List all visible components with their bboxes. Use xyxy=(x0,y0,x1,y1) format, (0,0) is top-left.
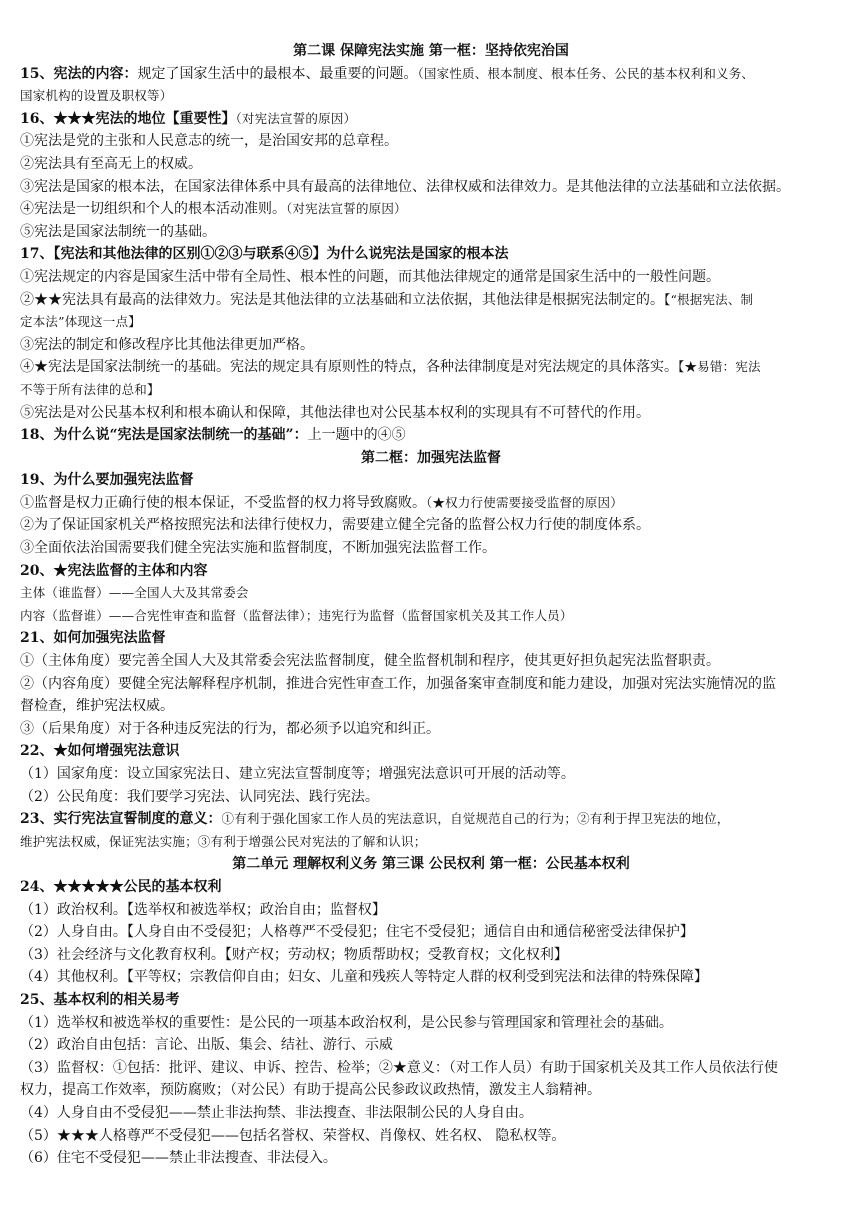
body-text: （4）其他权利。【平等权；宗教信仰自由；妇女、儿童和残疾人等特定人群的权利受到宪法和法律的特殊保障】 xyxy=(20,969,708,986)
note-text: （对宪法宣誓的原因） xyxy=(286,201,407,217)
text-line xyxy=(20,718,842,741)
text-line xyxy=(20,424,842,447)
text-line xyxy=(20,966,842,989)
text-line xyxy=(20,786,842,809)
bold-text: 第二课 保障宪法实施 第一框：坚持依宪治国 xyxy=(293,43,569,59)
body-text: 权力，提高工作效率，预防腐败；（对公民）有助于提高公民参政议政热情，激发主人翁精神。 xyxy=(20,1082,601,1099)
text-line xyxy=(20,944,842,967)
text-line xyxy=(20,989,842,1012)
bold-text: 第二单元 理解权利义务 第三课 公民权利 第一框：公民基本权利 xyxy=(232,856,630,873)
body-text: ④宪法是一切组织和个人的根本活动准则。 xyxy=(20,201,286,218)
note-text: 定本法”体现这一点】 xyxy=(20,314,141,330)
body-text: ③（后果角度）对于各种违反宪法的行为，都必须予以追究和纠正。 xyxy=(20,720,440,737)
note-text: 不等于所有法律的总和】 xyxy=(20,381,160,397)
body-text: ⑤宪法是国家法制统一的基础。 xyxy=(20,223,216,240)
text-line xyxy=(20,831,842,854)
bold-text: 19、为什么要加强宪法监督 xyxy=(20,472,194,489)
bold-text: 21、如何加强宪法监督 xyxy=(20,630,166,647)
text-line xyxy=(20,266,842,289)
text-line xyxy=(20,1147,842,1170)
text-line xyxy=(20,808,842,831)
body-text: （4）人身自由不受侵犯——禁止非法拘禁、非法搜查、非法限制公民的人身自由。 xyxy=(20,1104,533,1121)
text-line xyxy=(20,379,842,402)
body-text: 上一题中的④⑤ xyxy=(307,427,406,444)
text-line xyxy=(20,627,842,650)
text-line xyxy=(20,1012,842,1035)
body-text: （2）公民角度：我们要学习宪法、认同宪法、践行宪法。 xyxy=(20,788,379,805)
text-line xyxy=(20,198,842,221)
body-text: ②为了保证国家机关严格按照宪法和法律行使权力，需要建立健全完备的监督公权力行使的制度体系。 xyxy=(20,517,650,534)
text-line xyxy=(20,1079,842,1102)
text-line xyxy=(20,560,842,583)
bold-text: 第二框：加强宪法监督 xyxy=(361,449,501,466)
bold-text: 17、【宪法和其他法律的区别①②③与联系④⑤】为什么说宪法是国家的根本法 xyxy=(20,246,509,263)
body-text: （3）监督权：①包括：批评、建议、申诉、控告、检举；②★意义：（对工作人员）有助于国家机关及其工作人员依法行使 xyxy=(20,1059,778,1076)
text-line xyxy=(20,311,842,334)
note-text: 维护宪法权威，保证宪法实施；③有利于增强公民对宪法的了解和认识； xyxy=(20,833,427,849)
body-text: （6）住宅不受侵犯——禁止非法搜查、非法侵入。 xyxy=(20,1150,337,1167)
text-line xyxy=(20,153,842,176)
body-text: ②（内容角度）要健全宪法解释程序机制，推进合宪性审查工作，加强备案审查制度和能力建设，加强对宪法实施情况的监 xyxy=(20,675,776,692)
bold-text: 16、★★★宪法的地位【重要性】 xyxy=(20,110,236,127)
body-text: （1）国家角度：设立国家宪法日、建立宪法宣誓制度等；增强宪法意识可开展的活动等。 xyxy=(20,766,575,782)
text-line xyxy=(20,289,842,312)
text-line xyxy=(20,1125,842,1148)
body-text: （3）社会经济与文化教育权利。【财产权；劳动权；物质帮助权；受教育权；文化权利】 xyxy=(20,946,568,963)
body-text: ①监督是权力正确行使的根本保证，不受监督的权力将导致腐败。 xyxy=(20,494,426,511)
note-text: 主体（谁监督）——全国人大及其常委会 xyxy=(20,585,249,601)
body-text: ①宪法是党的主张和人民意志的统一，是治国安邦的总章程。 xyxy=(20,133,398,150)
bold-text: 18、为什么说“宪法是国家法制统一的基础”： xyxy=(20,427,308,444)
text-line xyxy=(20,740,842,763)
text-line xyxy=(20,695,842,718)
note-text: ①有利于强化国家工作人员的宪法意识，自觉规范自己的行为；②有利于捍卫宪法的地位， xyxy=(221,811,730,827)
note-text: （国家性质、根本制度、根本任务、公民的基本权利和义务、 xyxy=(417,65,755,81)
body-text: （2）政治自由包括：言论、出版、集会、结社、游行、示威 xyxy=(20,1037,393,1054)
note-text: 国家机构的设置及职权等） xyxy=(20,88,173,104)
body-text: ③全面依法治国需要我们健全宪法实施和监督制度，不断加强宪法监督工作。 xyxy=(20,540,496,557)
text-line xyxy=(20,763,842,786)
body-text: ③宪法是国家的根本法，在国家法律体系中具有最高的法律地位、法律权威和法律效力。是其他法律的立法基础和立法依据。 xyxy=(20,178,790,195)
body-text: ①（主体角度）要完善全国人大及其常委会宪法监督制度，健全监督机制和程序，使其更好担负起宪法监督职责。 xyxy=(20,653,720,670)
text-line xyxy=(20,63,842,86)
text-line xyxy=(20,537,842,560)
note-text: （对宪法宣誓的原因） xyxy=(235,110,357,126)
body-text: ③宪法的制定和修改程序比其他法律更加严格。 xyxy=(20,336,314,353)
section-heading xyxy=(20,447,842,470)
body-text: ⑤宪法是对公民基本权利和根本确认和保障，其他法律也对公民基本权利的实现具有不可替代的作用。 xyxy=(20,404,650,421)
text-line xyxy=(20,1057,842,1080)
text-line xyxy=(20,469,842,492)
text-line xyxy=(20,605,842,628)
text-line xyxy=(20,402,842,425)
text-line xyxy=(20,334,842,357)
body-text: （1）政治权利。【选举权和被选举权；政治自由；监督权】 xyxy=(20,901,386,918)
bold-text: 22、★如何增强宪法意识 xyxy=(20,743,180,760)
body-text: ①宪法规定的内容是国家生活中带有全局性、根本性的问题，而其他法律规定的通常是国家生活中的一般性问题。 xyxy=(20,268,720,285)
body-text: ④★宪法是国家法制统一的基础。宪法的规定具有原则性的特点，各种法律制度是对宪法规定的具体落实。 xyxy=(20,359,678,376)
body-text: ②宪法具有至高无上的权威。 xyxy=(20,155,202,172)
text-line xyxy=(20,582,842,605)
note-text: 【★易错：宪法 xyxy=(678,359,761,375)
text-line xyxy=(20,514,842,537)
text-line xyxy=(20,85,842,108)
bold-text: 15、宪法的内容： xyxy=(20,65,138,82)
body-text: （5）★★★人格尊严不受侵犯——包括名誉权、荣誉权、肖像权、姓名权、 隐私权等。 xyxy=(20,1127,566,1144)
text-line xyxy=(20,356,842,379)
text-line xyxy=(20,921,842,944)
section-heading xyxy=(20,853,842,876)
body-text: 规定了国家生活中的最根本、最重要的问题。 xyxy=(137,65,418,82)
text-line xyxy=(20,221,842,244)
text-line xyxy=(20,1102,842,1125)
text-line xyxy=(20,108,842,131)
body-text: （1）选举权和被选举权的重要性：是公民的一项基本政治权利，是公民参与管理国家和管理社会的基础。 xyxy=(20,1014,673,1031)
text-line xyxy=(20,876,842,899)
text-line xyxy=(20,1034,842,1057)
body-text: （2）人身自由。【人身自由不受侵犯；人格尊严不受侵犯；住宅不受侵犯；通信自由和通信秘密受法律保护】 xyxy=(20,924,694,941)
body-text: 督检查，维护宪法权威。 xyxy=(20,698,174,715)
bold-text: 23、实行宪法宣誓制度的意义： xyxy=(20,811,222,828)
text-line xyxy=(20,243,842,266)
note-text: 内容（监督谁）——合宪性审查和监督（监督法律）；违宪行为监督（监督国家机关及其工作人员） xyxy=(20,607,573,623)
text-line xyxy=(20,899,842,922)
bold-text: 20、★宪法监督的主体和内容 xyxy=(20,562,208,579)
body-text: ②★★宪法具有最高的法律效力。宪法是其他法律的立法基础和立法依据，其他法律是根据宪法制定的。 xyxy=(20,291,664,308)
text-line xyxy=(20,176,842,199)
text-line xyxy=(20,650,842,673)
text-line xyxy=(20,673,842,696)
text-line xyxy=(20,492,842,515)
bold-text: 24、★★★★★公民的基本权利 xyxy=(20,878,222,895)
note-text: （★权力行使需要接受监督的原因） xyxy=(426,494,623,510)
document-page xyxy=(20,40,842,1170)
bold-text: 25、基本权利的相关易考 xyxy=(20,991,180,1008)
note-text: 【“根据宪法、制 xyxy=(664,291,754,307)
section-heading xyxy=(20,40,842,63)
text-line xyxy=(20,130,842,153)
